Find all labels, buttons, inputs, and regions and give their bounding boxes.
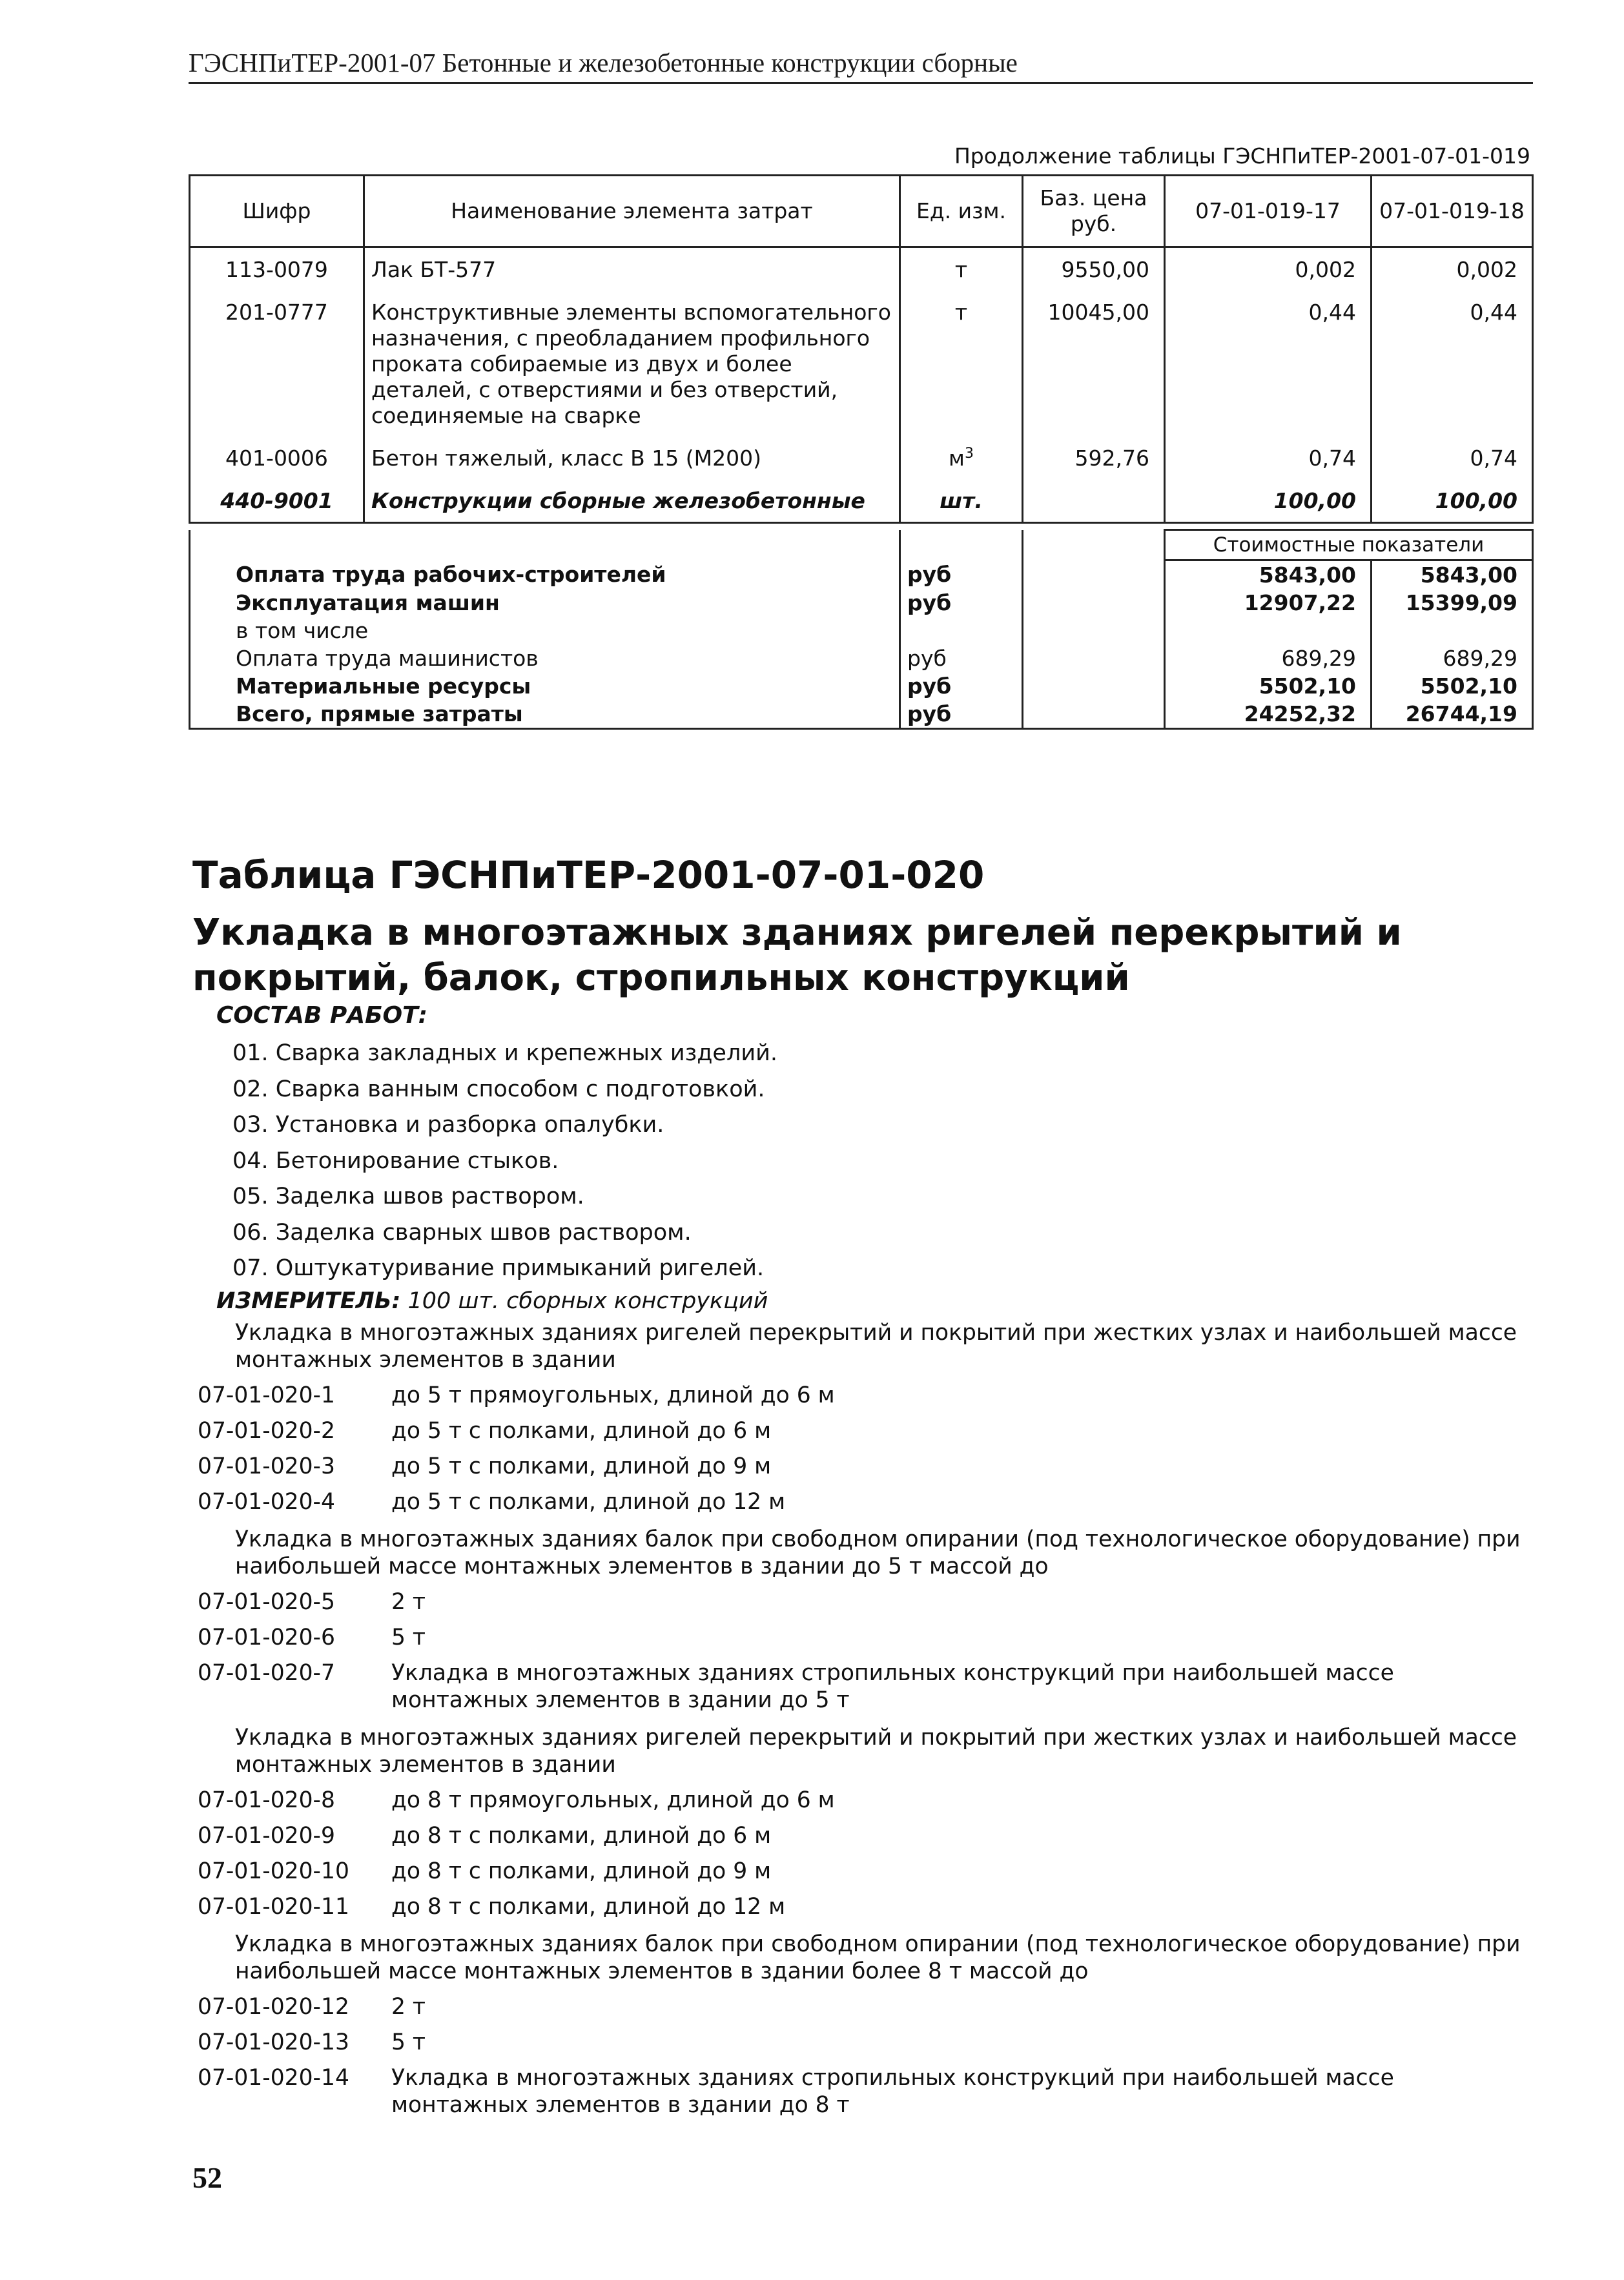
- header-code: Шифр: [190, 176, 364, 247]
- cost-value-2: 15399,09: [1372, 589, 1533, 617]
- cost-price-blank: [1023, 617, 1165, 644]
- entry-code: 07-01-020-1: [198, 1382, 335, 1408]
- cost-row: [190, 672, 1533, 700]
- composition-label: СОСТАВ РАБОТ:: [216, 1002, 428, 1029]
- entry-code: 07-01-020-9: [198, 1823, 335, 1849]
- resource-row: [190, 247, 1533, 291]
- header-price: Баз. цена руб.: [1023, 176, 1165, 247]
- cost-value-1: 689,29: [1165, 644, 1372, 672]
- cost-price-blank: [1023, 560, 1165, 590]
- resource-name: Лак БТ-577: [364, 247, 900, 291]
- cost-unit: руб: [900, 644, 1023, 672]
- header-name: Наименование элемента затрат: [364, 176, 900, 247]
- work-item: 05. Заделка швов раствором.: [232, 1184, 584, 1209]
- header-unit: Ед. изм.: [900, 176, 1023, 247]
- resource-price: [1023, 479, 1165, 523]
- resource-row: [190, 436, 1533, 479]
- entry-item: [198, 1787, 1541, 1814]
- entry-item: [198, 1893, 1541, 1920]
- entry-item: [198, 2029, 1541, 2056]
- cost-header-blank: [190, 530, 900, 560]
- cost-value-2: 5843,00: [1372, 560, 1533, 590]
- entry-description: до 8 т с полками, длиной до 6 м: [391, 1823, 772, 1849]
- resource-value-2: 0,002: [1372, 247, 1533, 291]
- cost-unit: руб: [900, 700, 1023, 729]
- entry-description: 5 т: [391, 2029, 426, 2055]
- cost-row: [190, 644, 1533, 672]
- resource-value-1: 100,00: [1165, 479, 1372, 523]
- resource-name: Конструктивные элементы вспомогательного назначения, с преобладанием профильного проката собираемые из двух и более деталей, с отверстиями и без отверстий, соединяемые на сварке: [364, 291, 900, 436]
- entry-description: до 5 т с полками, длиной до 6 м: [391, 1418, 772, 1444]
- cost-price-blank: [1023, 700, 1165, 729]
- entry-item: [198, 1624, 1541, 1651]
- resource-code: 201-0777: [190, 291, 364, 436]
- resource-price: 592,76: [1023, 436, 1165, 479]
- entry-item: [198, 1488, 1541, 1515]
- cost-value-1: 12907,22: [1165, 589, 1372, 617]
- resource-value-1: 0,44: [1165, 291, 1372, 436]
- resource-unit-text: м: [949, 446, 965, 471]
- resource-name: Конструкции сборные железобетонные: [364, 479, 900, 523]
- resource-table: [189, 174, 1534, 524]
- resource-value-1: 0,002: [1165, 247, 1372, 291]
- resource-code: 440-9001: [190, 479, 364, 523]
- meter-value: 100 шт. сборных конструкций: [407, 1288, 768, 1314]
- entry-item: [198, 1659, 1541, 1714]
- resource-value-2: 0,74: [1372, 436, 1533, 479]
- cost-table: [189, 529, 1534, 730]
- cost-value-2: 26744,19: [1372, 700, 1533, 729]
- resource-unit: [900, 479, 1023, 523]
- cost-unit: руб: [900, 560, 1023, 590]
- resource-unit-superscript: 3: [964, 446, 974, 462]
- cost-table-body: [190, 530, 1533, 729]
- entry-code: 07-01-020-11: [198, 1894, 349, 1920]
- meter-label: ИЗМЕРИТЕЛЬ:: [216, 1288, 401, 1314]
- cost-row: [190, 560, 1533, 590]
- entry-item: [198, 1822, 1541, 1849]
- work-item: 04. Бетонирование стыков.: [232, 1147, 559, 1174]
- cost-price-blank: [1023, 644, 1165, 672]
- entry-group-heading: Укладка в многоэтажных зданиях балок при свободном опирании (под технологическое оборудование) при наибольшей массе монтажных элементов в здании до 5 т массой до: [235, 1526, 1521, 1579]
- composition-list: [232, 1036, 777, 1287]
- entry-code: 07-01-020-12: [198, 1994, 349, 2020]
- entry-item: [198, 1453, 1541, 1480]
- entry-item: [198, 2064, 1541, 2119]
- entry-code: 07-01-020-7: [198, 1660, 335, 1686]
- cost-label: Материальные ресурсы: [190, 672, 900, 700]
- entry-description: Укладка в многоэтажных зданиях стропильных конструкций при наибольшей массе монтажных элементов в здании до 5 т: [391, 1660, 1394, 1713]
- entry-item: [198, 1417, 1541, 1444]
- cost-unit: руб: [900, 589, 1023, 617]
- entry-code: 07-01-020-6: [198, 1625, 335, 1650]
- cost-label: Оплата труда машинистов: [190, 644, 900, 672]
- resource-unit-text: т: [954, 257, 968, 282]
- work-item: 06. Заделка сварных швов раствором.: [232, 1219, 692, 1246]
- entry-code: 07-01-020-2: [198, 1418, 335, 1444]
- cost-table-header: [190, 530, 1533, 560]
- cost-value-1: 5843,00: [1165, 560, 1372, 590]
- entry-item: [198, 1993, 1541, 2020]
- entry-description: 5 т: [391, 1625, 426, 1650]
- resource-value-2: 100,00: [1372, 479, 1533, 523]
- entry-description: до 5 т с полками, длиной до 9 м: [391, 1453, 772, 1479]
- cost-label: Эксплуатация машин: [190, 589, 900, 617]
- work-item: 01. Сварка закладных и крепежных изделий.: [232, 1040, 777, 1066]
- entry-code: 07-01-020-14: [198, 2065, 349, 2091]
- cost-value-1: [1165, 617, 1372, 644]
- entry-description: 2 т: [391, 1589, 426, 1615]
- resource-code: 113-0079: [190, 247, 364, 291]
- cost-value-2: [1372, 617, 1533, 644]
- entry-description: до 5 т прямоугольных, длиной до 6 м: [391, 1382, 835, 1408]
- header-col1: 07-01-019-17: [1165, 176, 1372, 247]
- resource-value-2: 0,44: [1372, 291, 1533, 436]
- work-item: 02. Сварка ванным способом с подготовкой.: [232, 1076, 765, 1102]
- continuation-caption: Продолжение таблицы ГЭСНПиТЕР-2001-07-01-019: [954, 143, 1530, 169]
- page-number: 52: [192, 2161, 222, 2194]
- resource-value-1: 0,74: [1165, 436, 1372, 479]
- entry-code: 07-01-020-4: [198, 1489, 335, 1515]
- meter: [216, 1286, 768, 1316]
- cost-value-1: 5502,10: [1165, 672, 1372, 700]
- cost-value-2: 5502,10: [1372, 672, 1533, 700]
- cost-label: Всего, прямые затраты: [190, 700, 900, 729]
- entry-code: 07-01-020-13: [198, 2029, 349, 2055]
- resource-unit-text: т: [954, 300, 968, 325]
- entry-description: до 8 т прямоугольных, длиной до 6 м: [391, 1787, 835, 1813]
- resource-code: 401-0006: [190, 436, 364, 479]
- table-title: Таблица ГЭСНПиТЕР-2001-07-01-020: [192, 853, 985, 897]
- entry-group-heading: Укладка в многоэтажных зданиях ригелей перекрытий и покрытий при жестких узлах и наибольшей массе монтажных элементов в здании: [235, 1725, 1517, 1778]
- cost-label: Оплата труда рабочих-строителей: [190, 560, 900, 590]
- entry-item: [198, 1858, 1541, 1885]
- entry-code: 07-01-020-3: [198, 1453, 335, 1479]
- resource-unit: [900, 291, 1023, 436]
- resource-row: [190, 291, 1533, 436]
- entry-description: до 5 т с полками, длиной до 12 м: [391, 1489, 786, 1515]
- cost-unit: [900, 617, 1023, 644]
- entry-group-heading: Укладка в многоэтажных зданиях балок при свободном опирании (под технологическое оборудование) при наибольшей массе монтажных элементов в здании более 8 т массой до: [235, 1931, 1521, 1984]
- cost-label: в том числе: [190, 617, 900, 644]
- resource-price: 9550,00: [1023, 247, 1165, 291]
- resource-unit: [900, 247, 1023, 291]
- entry-item: [198, 1382, 1541, 1409]
- resource-table-body: [190, 247, 1533, 523]
- entry-description: до 8 т с полками, длиной до 9 м: [391, 1858, 772, 1884]
- entry-code: 07-01-020-8: [198, 1787, 335, 1813]
- running-header: ГЭСНПиТЕР-2001-07 Бетонные и железобетонные конструкции сборные: [189, 46, 1533, 84]
- entry-description: до 8 т с полками, длиной до 12 м: [391, 1894, 786, 1920]
- cost-value-1: 24252,32: [1165, 700, 1372, 729]
- cost-price-blank: [1023, 672, 1165, 700]
- work-item: 07. Оштукатуривание примыканий ригелей.: [232, 1255, 765, 1281]
- resource-table-header: [190, 176, 1533, 247]
- resource-name: Бетон тяжелый, класс В 15 (М200): [364, 436, 900, 479]
- entry-code: 07-01-020-10: [198, 1858, 349, 1884]
- cost-unit: руб: [900, 672, 1023, 700]
- cost-price-blank: [1023, 589, 1165, 617]
- entry-item: [198, 1588, 1541, 1616]
- cost-subheader: Стоимостные показатели: [1165, 530, 1533, 560]
- cost-value-2: 689,29: [1372, 644, 1533, 672]
- resource-unit-text: шт.: [940, 488, 983, 513]
- work-item: 03. Установка и разборка опалубки.: [232, 1112, 664, 1138]
- cost-row: [190, 589, 1533, 617]
- resource-row: [190, 479, 1533, 523]
- header-col2: 07-01-019-18: [1372, 176, 1533, 247]
- entry-group-heading: Укладка в многоэтажных зданиях ригелей перекрытий и покрытий при жестких узлах и наибольшей массе монтажных элементов в здании: [235, 1320, 1517, 1373]
- entries-list: [198, 1319, 1541, 2119]
- cost-row: [190, 617, 1533, 644]
- cost-row: [190, 700, 1533, 729]
- cost-header-blank: [900, 530, 1023, 560]
- resource-unit: [900, 436, 1023, 479]
- entry-description: 2 т: [391, 1994, 426, 2020]
- table-subtitle: Укладка в многоэтажных зданиях ригелей перекрытий и покрытий, балок, стропильных конструкций: [192, 912, 1402, 999]
- entry-description: Укладка в многоэтажных зданиях стропильных конструкций при наибольшей массе монтажных элементов в здании до 8 т: [391, 2065, 1394, 2118]
- entry-code: 07-01-020-5: [198, 1589, 335, 1615]
- resource-price: 10045,00: [1023, 291, 1165, 436]
- cost-header-blank: [1023, 530, 1165, 560]
